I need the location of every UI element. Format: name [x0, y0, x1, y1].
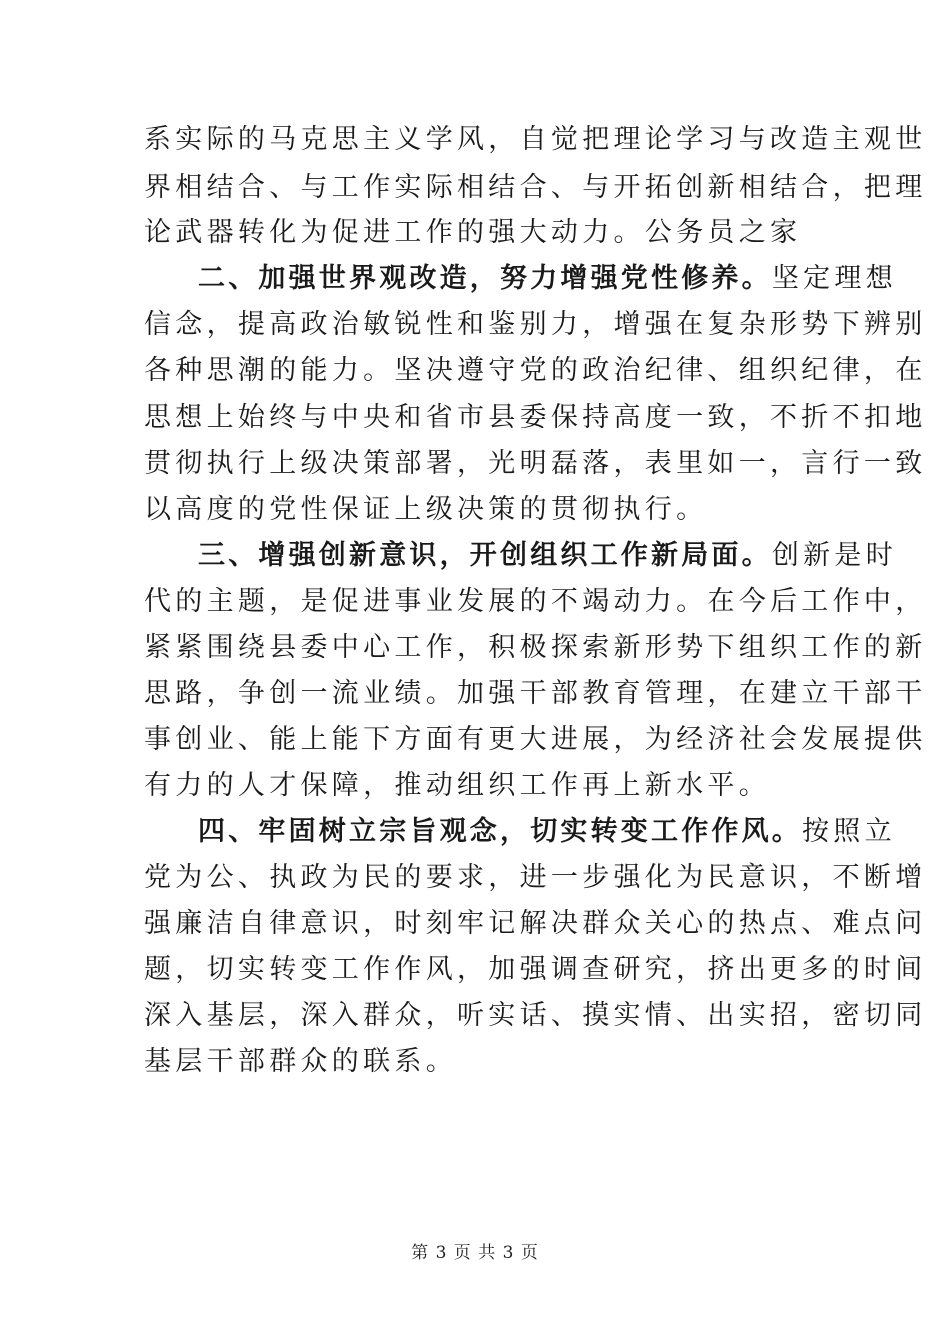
paragraph-line: 思路，争创一流业绩。加强干部教育管理，在建立干部干	[144, 678, 927, 709]
paragraph-line: 论武器转化为促进工作的强大动力。公务员之家	[144, 217, 802, 248]
paragraph-first-line	[198, 533, 898, 579]
paragraph-line: 有力的人才保障，推动组织工作再上新水平。	[144, 770, 770, 801]
paragraph-line: 信念，提高政治敏锐性和鉴别力，增强在复杂形势下辨别	[144, 309, 927, 340]
paragraph-line: 深入基层，深入群众，听实话、摸实情、出实招，密切同	[144, 1000, 927, 1031]
paragraph-line: 以高度的党性保证上级决策的贯彻执行。	[144, 494, 708, 525]
section-heading: 二、加强世界观改造，努力增强党性修养。	[198, 263, 772, 294]
paragraph-line: 代的主题，是促进事业发展的不竭动力。在今后工作中，	[144, 586, 927, 617]
section-heading: 三、增强创新意识，开创组织工作新局面。	[198, 540, 772, 571]
paragraph-line: 事创业、能上能下方面有更大进展，为经济社会发展提供	[144, 724, 927, 755]
paragraph-line: 贯彻执行上级决策部署，光明磊落，表里如一，言行一致	[144, 448, 927, 479]
paragraph-text: 创新是时	[771, 540, 898, 571]
paragraph-line: 党为公、执政为民的要求，进一步强化为民意识，不断增	[144, 862, 927, 893]
paragraph-first-line	[198, 809, 896, 855]
paragraph-line: 紧紧围绕县委中心工作，积极探索新形势下组织工作的新	[144, 632, 927, 663]
paragraph-line: 思想上始终与中央和省市县委保持高度一致，不折不扣地	[144, 402, 927, 433]
section-heading: 四、牢固树立宗旨观念，切实转变工作作风。	[198, 816, 802, 847]
page-number-footer: 第 3 页 共 3 页	[411, 1243, 539, 1263]
paragraph-line: 各种思潮的能力。坚决遵守党的政治纪律、组织纪律，在	[144, 355, 927, 386]
paragraph-line: 界相结合、与工作实际相结合、与开拓创新相结合，把理	[144, 172, 927, 203]
paragraph-line: 强廉洁自律意识，时刻牢记解决群众关心的热点、难点问	[144, 908, 927, 939]
paragraph-line: 系实际的马克思主义学风，自觉把理论学习与改造主观世	[144, 124, 927, 155]
paragraph-line: 题，切实转变工作作风，加强调查研究，挤出更多的时间	[144, 954, 927, 985]
paragraph-line: 基层干部群众的联系。	[144, 1046, 457, 1077]
paragraph-first-line	[198, 256, 898, 302]
paragraph-text: 坚定理想	[771, 263, 898, 294]
paragraph-text: 按照立	[802, 816, 896, 847]
